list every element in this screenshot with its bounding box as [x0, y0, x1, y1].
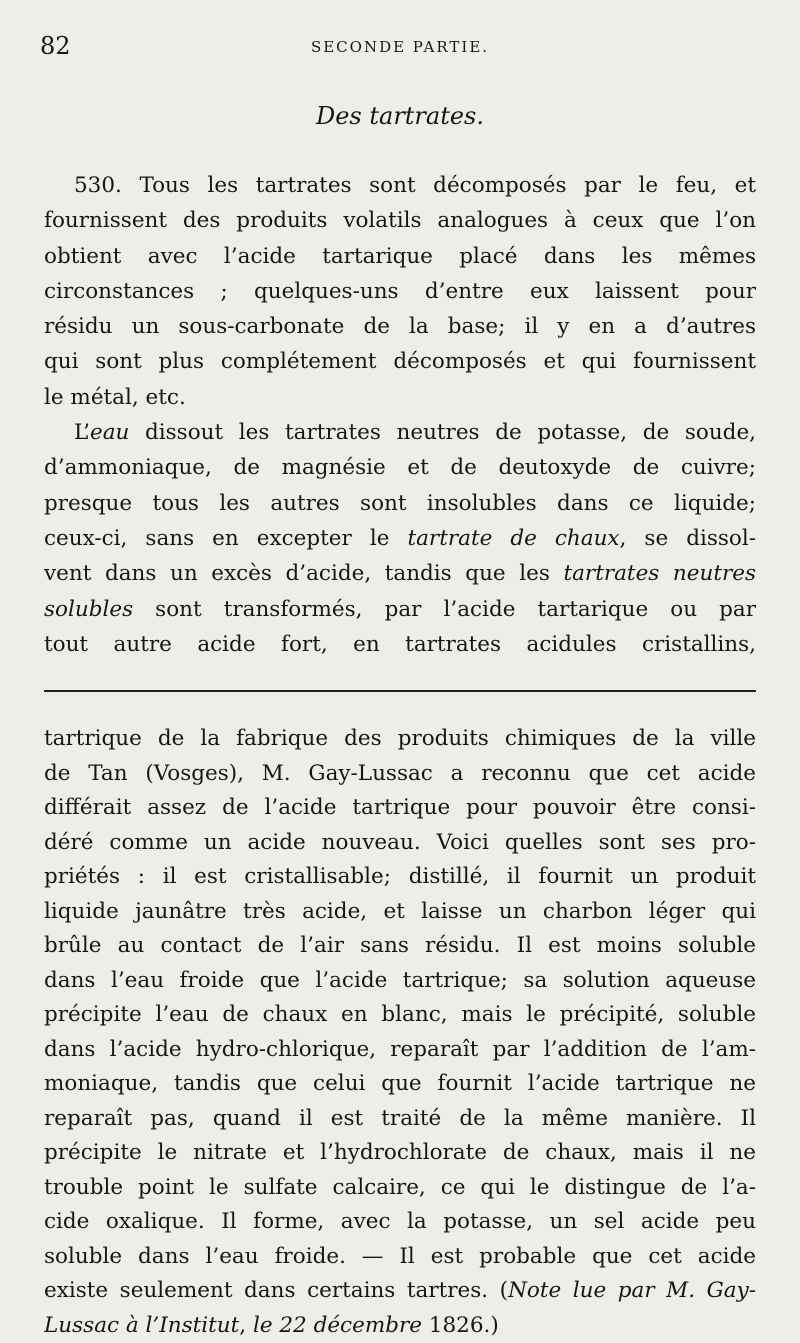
text-run: ceux-ci, sans en excepter le	[44, 526, 407, 551]
text-run: dissout les tartrates neutres de potasse, de soude,	[129, 420, 756, 445]
text-run: circonstances ; quelques-uns d’entre eux laissent pour	[44, 279, 756, 304]
text-line	[44, 757, 756, 792]
text-line	[44, 168, 756, 203]
text-run: déré comme un acide nouveau. Voici quelles sont ses pro-	[44, 830, 756, 855]
text-line	[44, 1102, 756, 1137]
text-run: tartrique de la fabrique des produits chimiques de la ville	[44, 726, 756, 751]
text-line	[44, 556, 756, 591]
main-paragraphs	[44, 168, 756, 662]
text-line	[44, 1240, 756, 1275]
footnote-rule	[44, 690, 756, 692]
text-run: ,	[239, 1313, 253, 1338]
text-run: différait assez de l’acide tartrique pour pouvoir être consi-	[44, 795, 756, 820]
text-line	[44, 1171, 756, 1206]
italic-text: tartrate de chaux	[407, 526, 619, 551]
page-number: 82	[40, 32, 71, 60]
italic-text: le 22 décembre	[253, 1313, 422, 1338]
text-run: soluble dans l’eau froide. — Il est probable que cet acide	[44, 1244, 756, 1269]
text-run: dans l’eau froide que l’acide tartrique; sa solution aqueuse	[44, 968, 756, 993]
text-run: dans l’acide hydro-chlorique, reparaît par l’addition de l’am-	[44, 1037, 756, 1062]
text-run: existe seulement dans certains tartres. (	[44, 1278, 508, 1303]
section-title: Des tartrates.	[0, 102, 800, 130]
text-line	[44, 1136, 756, 1171]
italic-text: Lussac à l’Institut	[44, 1313, 239, 1338]
text-run: le métal, etc.	[44, 385, 186, 410]
text-run: cide oxalique. Il forme, avec la potasse, un sel acide peu	[44, 1209, 756, 1234]
text-run: qui sont plus complétement décomposés et qui fournissent	[44, 349, 756, 374]
text-line	[44, 1067, 756, 1102]
italic-text: tartrates neutres	[563, 561, 756, 586]
text-run: brûle au contact de l’air sans résidu. Il est moins soluble	[44, 933, 756, 958]
text-line	[44, 1309, 756, 1343]
text-line	[44, 450, 756, 485]
text-run: trouble point le sulfate calcaire, ce qui le distingue de l’a-	[44, 1175, 756, 1200]
text-line	[44, 1274, 756, 1309]
text-line	[44, 1033, 756, 1068]
text-run: priétés : il est cristallisable; distillé, il fournit un produit	[44, 864, 756, 889]
text-line	[44, 860, 756, 895]
text-run: liquide jaunâtre très acide, et laisse un charbon léger qui	[44, 899, 756, 924]
text-run: précipite le nitrate et l’hydrochlorate de chaux, mais il ne	[44, 1140, 756, 1165]
text-line	[44, 380, 756, 415]
text-line	[44, 1205, 756, 1240]
text-run: résidu un sous-carbonate de la base; il y en a d’autres	[44, 314, 756, 339]
text-run: presque tous les autres sont insolubles dans ce liquide;	[44, 491, 756, 516]
italic-text: solubles	[44, 597, 133, 622]
text-line	[44, 521, 756, 556]
footnote-text	[44, 722, 756, 1343]
text-run: 530. Tous les tartrates sont décomposés par le feu, et	[74, 173, 756, 198]
running-head: SECONDE PARTIE.	[40, 38, 760, 56]
italic-text: Note lue par M. Gay-	[508, 1278, 756, 1303]
text-run: L’	[74, 420, 90, 445]
text-run: de Tan (Vosges), M. Gay-Lussac a reconnu que cet acide	[44, 761, 756, 786]
text-line	[44, 964, 756, 999]
text-line	[44, 929, 756, 964]
italic-text: eau	[90, 420, 129, 445]
text-line	[44, 486, 756, 521]
text-run: sont transformés, par l’acide tartarique ou par	[133, 597, 756, 622]
text-line	[44, 826, 756, 861]
text-run: 1826.)	[422, 1313, 499, 1338]
text-run: précipite l’eau de chaux en blanc, mais le précipité, soluble	[44, 1002, 756, 1027]
text-line	[44, 895, 756, 930]
text-run: obtient avec l’acide tartarique placé dans les mêmes	[44, 244, 756, 269]
text-run: fournissent des produits volatils analogues à ceux que l’on	[44, 208, 756, 233]
text-run: vent dans un excès d’acide, tandis que les	[44, 561, 563, 586]
text-line	[44, 415, 756, 450]
text-line	[44, 627, 756, 662]
text-line	[44, 274, 756, 309]
text-line	[44, 791, 756, 826]
text-line	[44, 309, 756, 344]
text-run: tout autre acide fort, en tartrates acidules cristallins,	[44, 632, 756, 657]
text-line	[44, 722, 756, 757]
text-run: , se dissol-	[620, 526, 756, 551]
page-header	[40, 32, 760, 62]
text-line	[44, 998, 756, 1033]
text-line	[44, 592, 756, 627]
text-run: d’ammoniaque, de magnésie et de deutoxyde de cuivre;	[44, 455, 756, 480]
text-run: moniaque, tandis que celui que fournit l’acide tartrique ne	[44, 1071, 756, 1096]
text-line	[44, 203, 756, 238]
text-line	[44, 344, 756, 379]
text-line	[44, 239, 756, 274]
text-run: reparaît pas, quand il est traité de la même manière. Il	[44, 1106, 756, 1131]
